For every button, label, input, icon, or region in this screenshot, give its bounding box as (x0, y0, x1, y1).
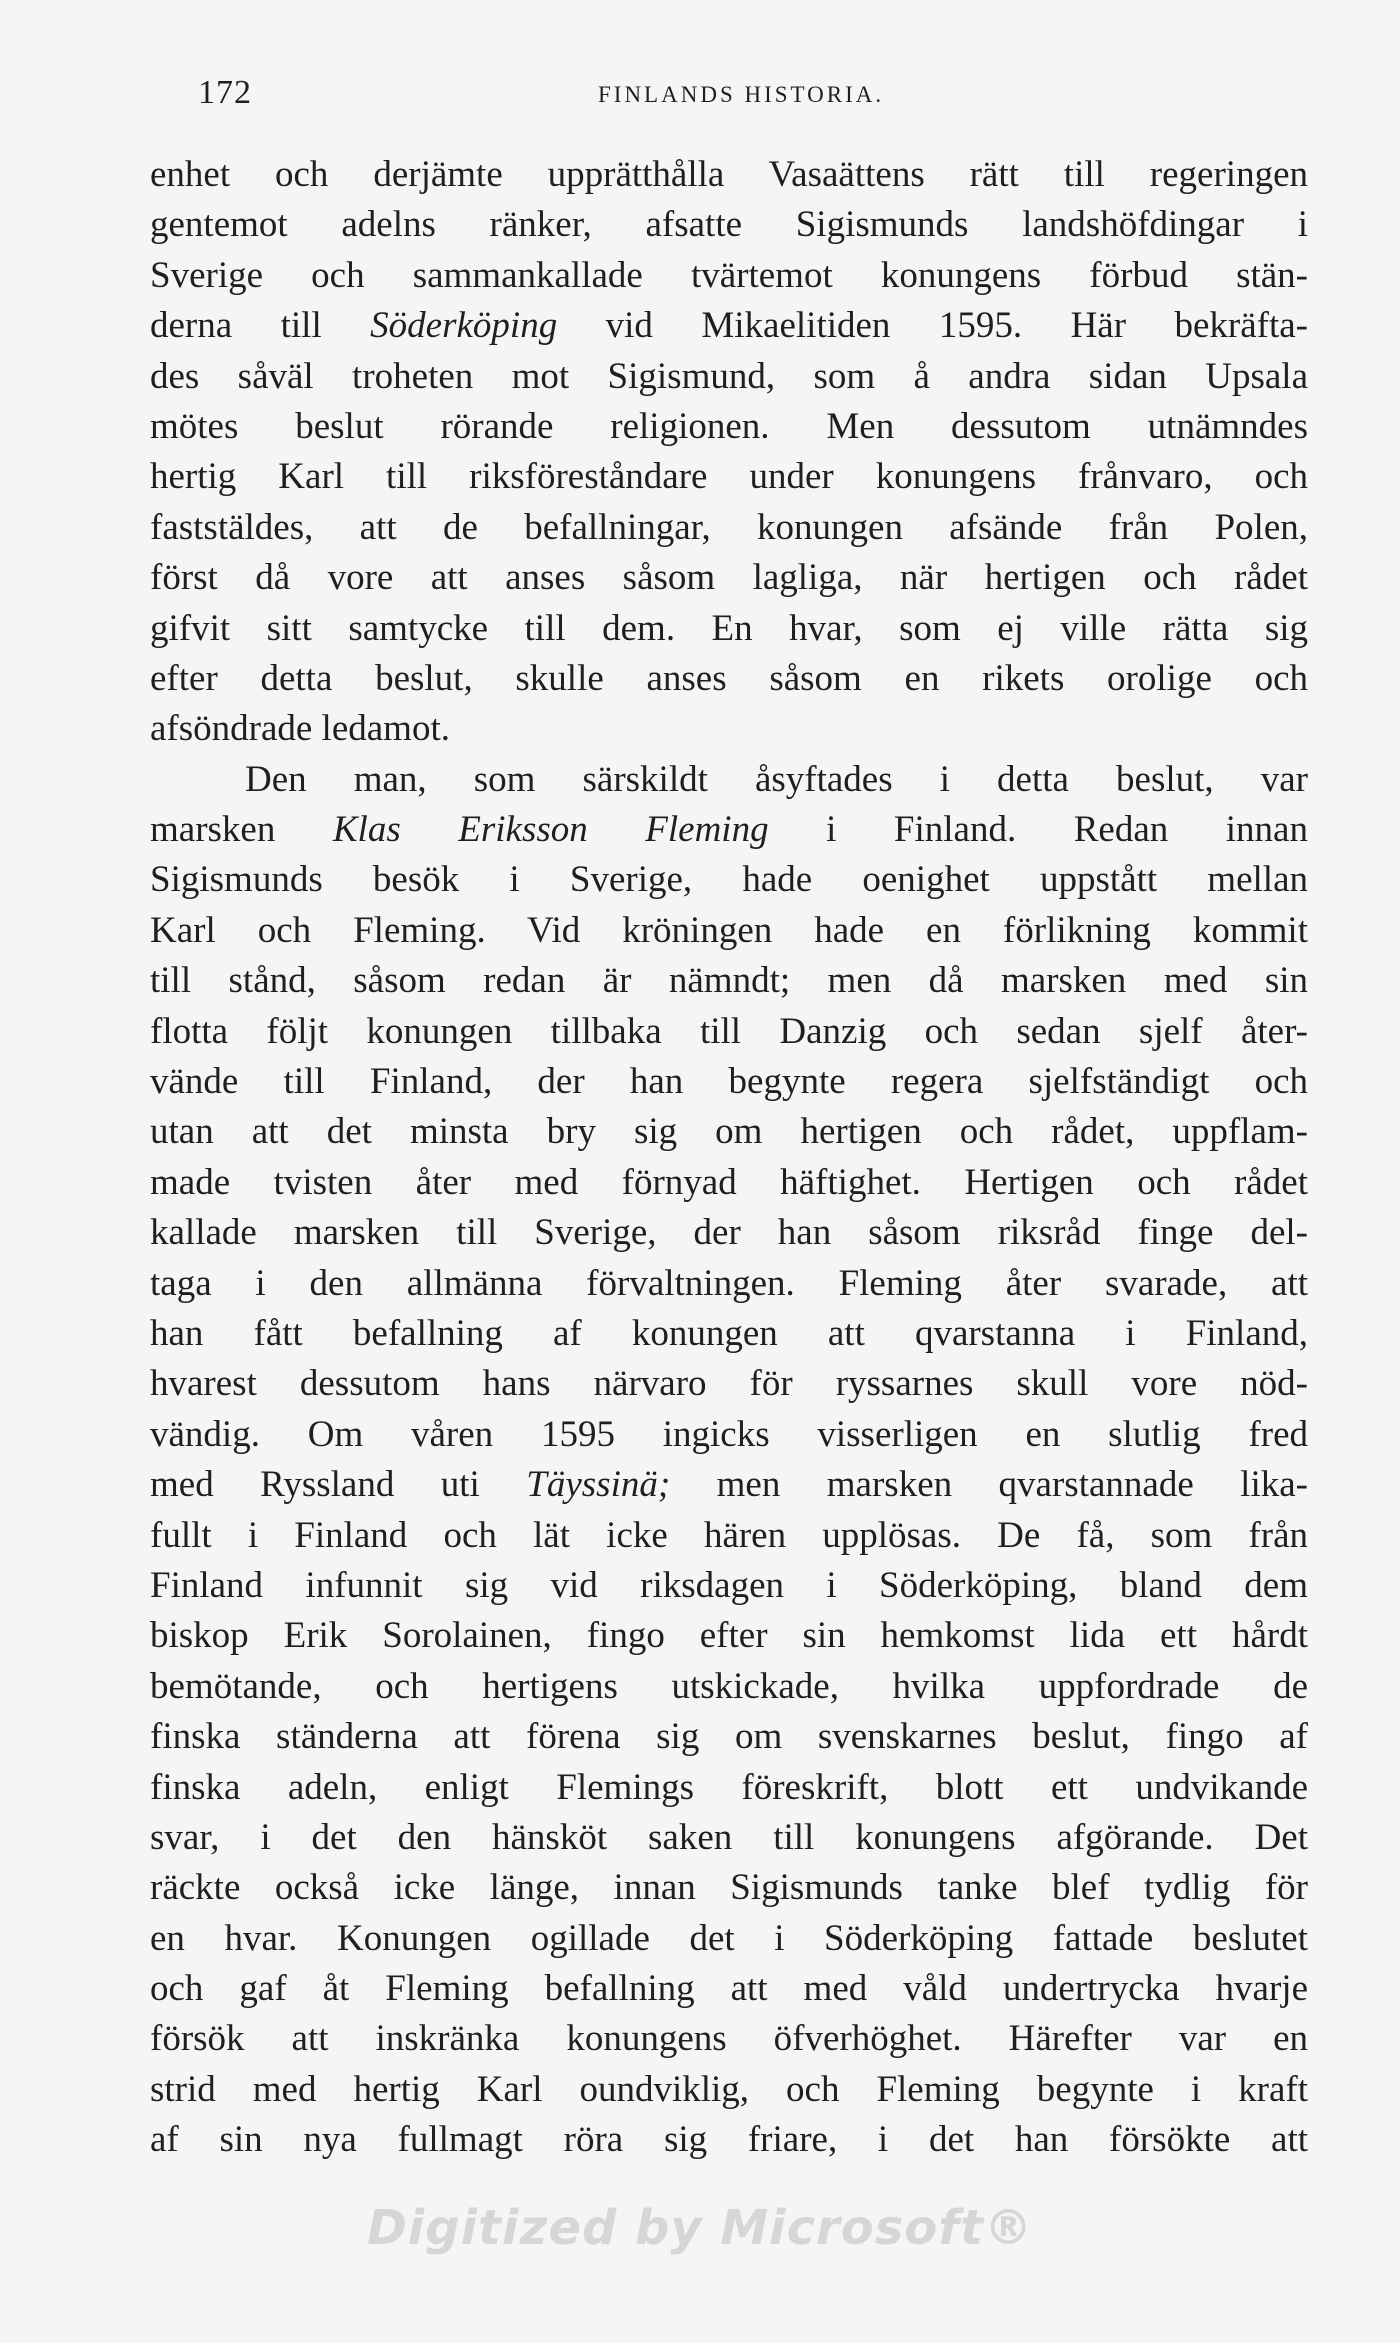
page-number: 172 (198, 74, 252, 111)
text-line: bemötande, och hertigens utskickade, hvilka uppfordrade de (150, 1665, 1308, 1707)
text-line: och gaf åt Fleming befallning att med våld undertrycka hvarje (150, 1968, 1308, 2010)
text-line: Finland infunnit sig vid riksdagen i Söderköping, bland dem (150, 1564, 1308, 1606)
italic-name: Täyssinä; (526, 1464, 671, 1506)
text-line: made tvisten åter med förnyad häftighet. Hertigen och rådet (150, 1161, 1308, 1203)
text-line: svar, i det den hänsköt saken till konungens afgörande. Det (150, 1816, 1308, 1858)
text-line: gifvit sitt samtycke till dem. En hvar, som ej ville rätta sig (150, 607, 1308, 649)
text-line: hvarest dessutom hans närvaro för ryssarnes skull vore nöd- (150, 1363, 1308, 1405)
digitized-watermark: Digitized by Microsoft® (366, 2200, 1034, 2256)
body-text (150, 150, 1308, 2166)
text-line: först då vore att anses såsom lagliga, när hertigen och rådet (150, 557, 1308, 599)
text-line: des såväl troheten mot Sigismund, som å andra sidan Upsala (150, 355, 1308, 397)
text-line: han fått befallning af konungen att qvarstanna i Finland, (150, 1312, 1308, 1354)
text-line: efter detta beslut, skulle anses såsom en rikets orolige och (150, 657, 1308, 699)
running-title: FINLANDS HISTORIA. (598, 82, 885, 107)
italic-name: Söderköping (370, 305, 558, 347)
text-line: marsken Klas Eriksson Fleming i Finland. Redan innan (150, 809, 1308, 851)
text-line: faststäldes, att de befallningar, konungen afsände från Polen, (150, 506, 1308, 548)
text-line: fullt i Finland och lät icke hären upplösas. De få, som från (150, 1514, 1308, 1556)
text-line: derna till Söderköping vid Mikaelitiden 1595. Här bekräfta- (150, 305, 1308, 347)
text-line: taga i den allmänna förvaltningen. Fleming åter svarade, att (150, 1262, 1308, 1304)
text-line: finska ständerna att förena sig om svenskarnes beslut, fingo af (150, 1716, 1308, 1758)
text-line: Karl och Fleming. Vid kröningen hade en förlikning kommit (150, 909, 1308, 951)
text-line: vände till Finland, der han begynte regera sjelfständigt och (150, 1061, 1308, 1103)
text-line: utan att det minsta bry sig om hertigen och rådet, uppflam- (150, 1111, 1308, 1153)
text-line: mötes beslut rörande religionen. Men dessutom utnämndes (150, 405, 1308, 447)
running-head (198, 74, 1304, 124)
text-line: enhet och derjämte upprätthålla Vasaättens rätt till regeringen (150, 154, 1308, 195)
text-line: försök att inskränka konungens öfverhöghet. Härefter var en (150, 2018, 1308, 2060)
text-line: räckte också icke länge, innan Sigismunds tanke blef tydlig för (150, 1867, 1308, 1909)
text-line: Sverige och sammankallade tvärtemot konungens förbud stän- (150, 254, 1308, 296)
text-line: hertig Karl till riksföreståndare under konungens frånvaro, och (150, 456, 1308, 498)
text-line: strid med hertig Karl oundviklig, och Fleming begynte i kraft (150, 2068, 1308, 2110)
text-line: flotta följt konungen tillbaka till Danzig och sedan sjelf åter- (150, 1010, 1308, 1052)
text-line: Sigismunds besök i Sverige, hade oenighet uppstått mellan (150, 859, 1308, 901)
text-line: finska adeln, enligt Flemings föreskrift, blott ett undvikande (150, 1766, 1308, 1808)
text-line: biskop Erik Sorolainen, fingo efter sin hemkomst lida ett hårdt (150, 1615, 1308, 1657)
text-line: till stånd, såsom redan är nämndt; men då marsken med sin (150, 960, 1308, 1002)
text-line: kallade marsken till Sverige, der han såsom riksråd finge del- (150, 1212, 1308, 1254)
text-line: med Ryssland uti Täyssinä; men marsken qvarstannade lika- (150, 1464, 1308, 1506)
text-line: Den man, som särskildt åsyftades i detta beslut, var (245, 758, 1308, 800)
text-line: en hvar. Konungen ogillade det i Söderköping fattade beslutet (150, 1917, 1308, 1959)
italic-name: Klas Eriksson Fleming (332, 809, 769, 851)
text-line: gentemot adelns ränker, afsatte Sigismunds landshöfdingar i (150, 204, 1308, 246)
text-line: af sin nya fullmagt röra sig friare, i det han försökte att (150, 2119, 1308, 2161)
text-line: afsöndrade ledamot. (150, 708, 450, 750)
text-line: vändig. Om våren 1595 ingicks visserligen en slutlig fred (150, 1413, 1308, 1455)
